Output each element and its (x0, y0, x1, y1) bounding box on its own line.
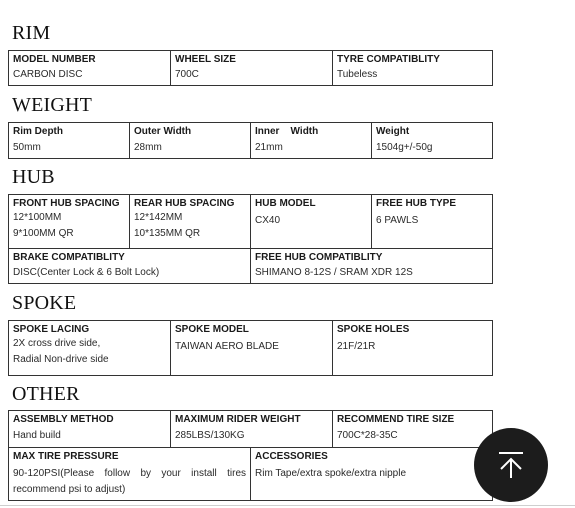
cell-heading: ACCESSORIES (255, 451, 328, 462)
cell-heading: SPOKE LACING (13, 324, 90, 335)
cell-value: 90-120PSI(Please follow by your install tires recommend psi to adjust) (13, 468, 246, 495)
cell-value: 1504g+/-50g (376, 142, 433, 153)
weight-weight-cell (372, 123, 492, 158)
cell-value-line-1: 12*100MM (13, 212, 62, 223)
cell-value: 21mm (255, 142, 283, 153)
cell-value: TAIWAN AERO BLADE (175, 341, 279, 352)
scroll-to-top-button[interactable] (474, 428, 548, 502)
cell-heading: MODEL NUMBER (13, 54, 96, 65)
page-bottom-divider (0, 505, 575, 506)
spoke-holes-cell (333, 321, 492, 375)
cell-heading: FRONT HUB SPACING (13, 198, 120, 209)
cell-value: 6 PAWLS (376, 215, 419, 226)
weight-inner-width-cell (251, 123, 372, 158)
cell-heading: MAX TIRE PRESSURE (13, 451, 119, 462)
cell-value-line-2: 10*135MM QR (134, 228, 201, 239)
cell-heading: REAR HUB SPACING (134, 198, 235, 209)
cell-value: SHIMANO 8-12S / SRAM XDR 12S (255, 267, 413, 278)
other-assembly-method-cell (9, 411, 171, 448)
cell-heading: Weight (376, 126, 410, 137)
cell-heading: Outer Width (134, 126, 192, 137)
cell-value: 285LBS/130KG (175, 430, 245, 441)
rim-wheel-size-cell (171, 51, 333, 85)
rim-model-number-cell (9, 51, 171, 85)
hub-model-cell (251, 195, 372, 249)
cell-heading: FREE HUB COMPATIBLITY (255, 252, 383, 263)
cell-heading: MAXIMUM RIDER WEIGHT (175, 414, 301, 425)
rim-table (8, 50, 493, 86)
cell-value: 21F/21R (337, 341, 376, 352)
cell-heading: RECOMMEND TIRE SIZE (337, 414, 455, 425)
cell-heading: SPOKE HOLES (337, 324, 410, 335)
hub-front-spacing-cell (9, 195, 130, 249)
cell-value-line-1: 2X cross drive side, (13, 338, 101, 349)
cell-heading: Rim Depth (13, 126, 63, 137)
cell-value-line-2: 9*100MM QR (13, 228, 74, 239)
hub-section-title: HUB (12, 166, 55, 188)
hub-rear-spacing-cell (130, 195, 251, 249)
cell-value: 700C*28-35C (337, 430, 398, 441)
cell-value: CX40 (255, 215, 281, 226)
other-max-tire-pressure-cell (9, 448, 251, 500)
hub-free-hub-type-cell (372, 195, 492, 249)
cell-heading: BRAKE COMPATIBLITY (13, 252, 125, 263)
cell-heading: ASSEMBLY METHOD (13, 414, 114, 425)
cell-value: Rim Tape/extra spoke/extra nipple (255, 468, 407, 479)
weight-section-title: WEIGHT (12, 94, 93, 116)
other-recommend-tire-size-cell (333, 411, 492, 448)
cell-value: 28mm (134, 142, 162, 153)
other-accessories-cell (251, 448, 492, 500)
cell-heading: SPOKE MODEL (175, 324, 249, 335)
spoke-lacing-cell (9, 321, 171, 375)
cell-value: CARBON DISC (13, 69, 83, 80)
cell-value-line-2: Radial Non-drive side (13, 354, 109, 365)
cell-value: 700C (175, 69, 199, 80)
arrow-up-icon (496, 450, 526, 480)
cell-value: Hand build (13, 430, 61, 441)
cell-value: DISC(Center Lock & 6 Bolt Lock) (13, 267, 160, 278)
cell-heading: FREE HUB TYPE (376, 198, 457, 209)
weight-outer-width-cell (130, 123, 251, 158)
rim-section-title: RIM (12, 22, 51, 44)
weight-rim-depth-cell (9, 123, 130, 158)
cell-heading: HUB MODEL (255, 198, 316, 209)
cell-heading: Inner Width (255, 126, 319, 137)
cell-value: 50mm (13, 142, 41, 153)
rim-tyre-compatibility-cell (333, 51, 492, 85)
cell-value-line-1: 12*142MM (134, 212, 183, 223)
cell-heading: TYRE COMPATIBLITY (337, 54, 440, 65)
hub-brake-compatibility-cell (9, 249, 251, 283)
spoke-model-cell (171, 321, 333, 375)
cell-heading: WHEEL SIZE (175, 54, 236, 65)
weight-table (8, 122, 493, 159)
spoke-section-title: SPOKE (12, 292, 77, 314)
spoke-table (8, 320, 493, 376)
cell-value: Tubeless (337, 69, 378, 80)
hub-free-hub-compatibility-cell (251, 249, 492, 283)
other-max-rider-weight-cell (171, 411, 333, 448)
hub-table (8, 194, 493, 284)
other-table (8, 410, 493, 501)
other-section-title: OTHER (12, 383, 80, 405)
